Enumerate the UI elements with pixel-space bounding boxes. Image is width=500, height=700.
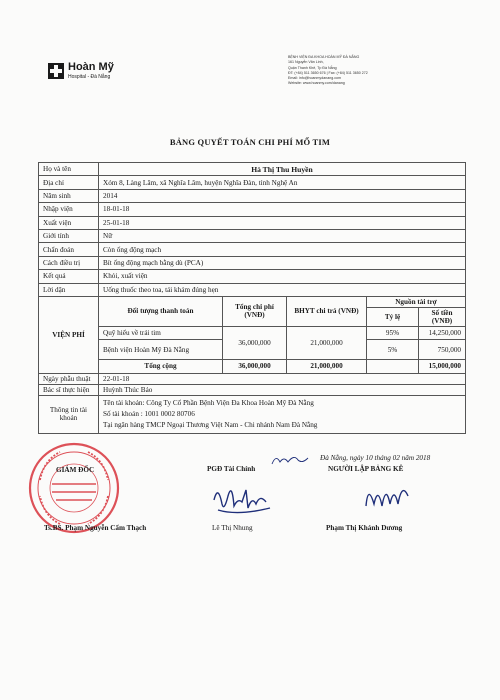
payer-cell: Quỹ hiểu về trái tim (99, 326, 223, 339)
hospital-info-line: ĐT: (+84) 511 3650 676 | Fax: (+84) 511 3650 272 (288, 70, 368, 75)
date-line: Đà Nẵng, ngày 10 tháng 02 năm 2018 (320, 454, 431, 462)
treatment-label: Cách điều trị (39, 256, 99, 269)
hospital-stamp (26, 440, 122, 536)
admit-label: Nhập viện (39, 203, 99, 216)
col-ratio-header: Tỷ lệ (367, 307, 419, 326)
fees-section-label: VIỆN PHÍ (39, 296, 99, 373)
doctor-value: Huỳnh Thúc Bảo (99, 384, 466, 395)
table-row (39, 384, 466, 395)
table-row (39, 176, 466, 189)
stamp-outer-ring (30, 444, 118, 532)
address-value: Xóm 8, Làng Lâm, xã Nghĩa Lâm, huyện Nghĩa Đàn, tỉnh Nghệ An (99, 176, 466, 189)
account-number: Số tài khoản : 1001 0002 80706 (103, 409, 195, 418)
admit-value: 18-01-18 (99, 203, 466, 216)
hospital-info-line: 161 Nguyễn Văn Linh, (288, 60, 324, 65)
hospital-logo (48, 62, 114, 80)
hospital-info-line: BỆNH VIỆN ĐA KHOA HOÀN MỸ ĐÀ NẴNG (288, 55, 360, 59)
discharge-value: 25-01-18 (99, 216, 466, 229)
table-row (39, 189, 466, 202)
cross-logo-icon (48, 63, 64, 79)
birth-label: Năm sinh (39, 189, 99, 202)
table-row (39, 296, 466, 307)
logo-name: Hoàn Mỹ (68, 61, 114, 73)
table-row (39, 216, 466, 229)
stamp-inner-ring (38, 452, 110, 524)
sum-bhyt-cell: 21,000,000 (287, 360, 367, 373)
preparer-name: Phạm Thị Khánh Dương (326, 524, 403, 532)
table-row (39, 283, 466, 296)
total-cost-cell: 36,000,000 (223, 326, 287, 359)
hospital-info-line: Quận Thanh Khê, Tp Đà Nẵng (288, 65, 337, 70)
gender-label: Giới tính (39, 229, 99, 242)
director-title: GIÁM ĐỐC (56, 466, 95, 474)
table-row (39, 229, 466, 242)
ratio-cell: 95% (367, 326, 419, 339)
bhyt-paid-cell: 21,000,000 (287, 326, 367, 359)
logo-subtitle: Hospital - Đà Nẵng (68, 74, 111, 80)
table-row (39, 373, 466, 384)
hospital-info (288, 55, 478, 87)
sum-total-cell: 36,000,000 (223, 360, 287, 373)
table-row (39, 203, 466, 216)
finance-initial-signature (270, 452, 310, 468)
account-name: Tên tài khoản: Công Ty Cổ Phần Bệnh Viện Đa Khoa Hoàn Mỹ Đà Nẵng (103, 398, 314, 407)
table-row (39, 256, 466, 269)
table-row (39, 326, 466, 339)
doctor-label: Bác sĩ thực hiện (39, 384, 99, 395)
table-row (39, 163, 466, 176)
diagnosis-value: Còn ống động mạch (99, 243, 466, 256)
col-amount-header: Số tiền (VNĐ) (419, 307, 466, 326)
table-row (39, 243, 466, 256)
diagnosis-label: Chẩn đoán (39, 243, 99, 256)
advice-value: Uống thuốc theo toa, tái khám đúng hẹn (99, 283, 466, 296)
account-label: Thông tin tài khoản (39, 395, 99, 433)
hospital-info-line: Website: www.hoanmy.com/danang (288, 81, 345, 86)
col-payer-header: Đối tượng thanh toán (99, 296, 223, 326)
patient-name: Hà Thị Thu Huyền (99, 163, 466, 176)
address-label: Địa chỉ (39, 176, 99, 189)
stamp-text-strokes (52, 484, 96, 500)
finance-title: PGĐ Tài Chính (207, 465, 256, 473)
surgery-date-label: Ngày phẫu thuật (39, 373, 99, 384)
birth-value: 2014 (99, 189, 466, 202)
name-label: Họ và tên (39, 163, 99, 176)
settlement-table (38, 162, 466, 434)
gender-value: Nữ (99, 229, 466, 242)
table-row (39, 395, 466, 433)
amount-cell: 14,250,000 (419, 326, 466, 339)
payer-cell: Bệnh viện Hoàn Mỹ Đà Nẵng (99, 340, 223, 360)
result-label: Kết quả (39, 270, 99, 283)
amount-cell: 750,000 (419, 340, 466, 360)
account-info (99, 395, 466, 433)
col-total-header: Tổng chi phí (VNĐ) (223, 296, 287, 326)
result-value: Khỏi, xuất viện (99, 270, 466, 283)
treatment-value: Bít ống động mạch bằng dù (PCA) (99, 256, 466, 269)
col-bhyt-header: BHYT chi trả (VNĐ) (287, 296, 367, 326)
finance-name: Lê Thị Nhung (212, 524, 253, 532)
surgery-date-value: 22-01-18 (99, 373, 466, 384)
table-row (39, 360, 466, 373)
document-title: BẢNG QUYẾT TOÁN CHI PHÍ MỔ TIM (169, 137, 331, 147)
sum-label: Tổng cộng (99, 360, 223, 373)
account-bank: Tại ngân hàng TMCP Ngoại Thương Việt Nam - Chi nhánh Nam Đà Nẵng (103, 420, 318, 429)
hospital-info-line: Email: info@hoanmydanang.com (288, 76, 341, 81)
ratio-cell: 5% (367, 340, 419, 360)
table-row (39, 270, 466, 283)
preparer-title: NGƯỜI LẬP BẢNG KÊ (328, 465, 404, 473)
advice-label: Lời dặn (39, 283, 99, 296)
discharge-label: Xuất viện (39, 216, 99, 229)
preparer-signature (360, 476, 420, 516)
finance-signature (208, 478, 278, 518)
col-source-header: Nguồn tài trợ (367, 296, 466, 307)
director-name: Ts.BS. Phạm Nguyễn Cẩm Thạch (44, 524, 147, 532)
sum-amount-cell: 15,000,000 (419, 360, 466, 373)
